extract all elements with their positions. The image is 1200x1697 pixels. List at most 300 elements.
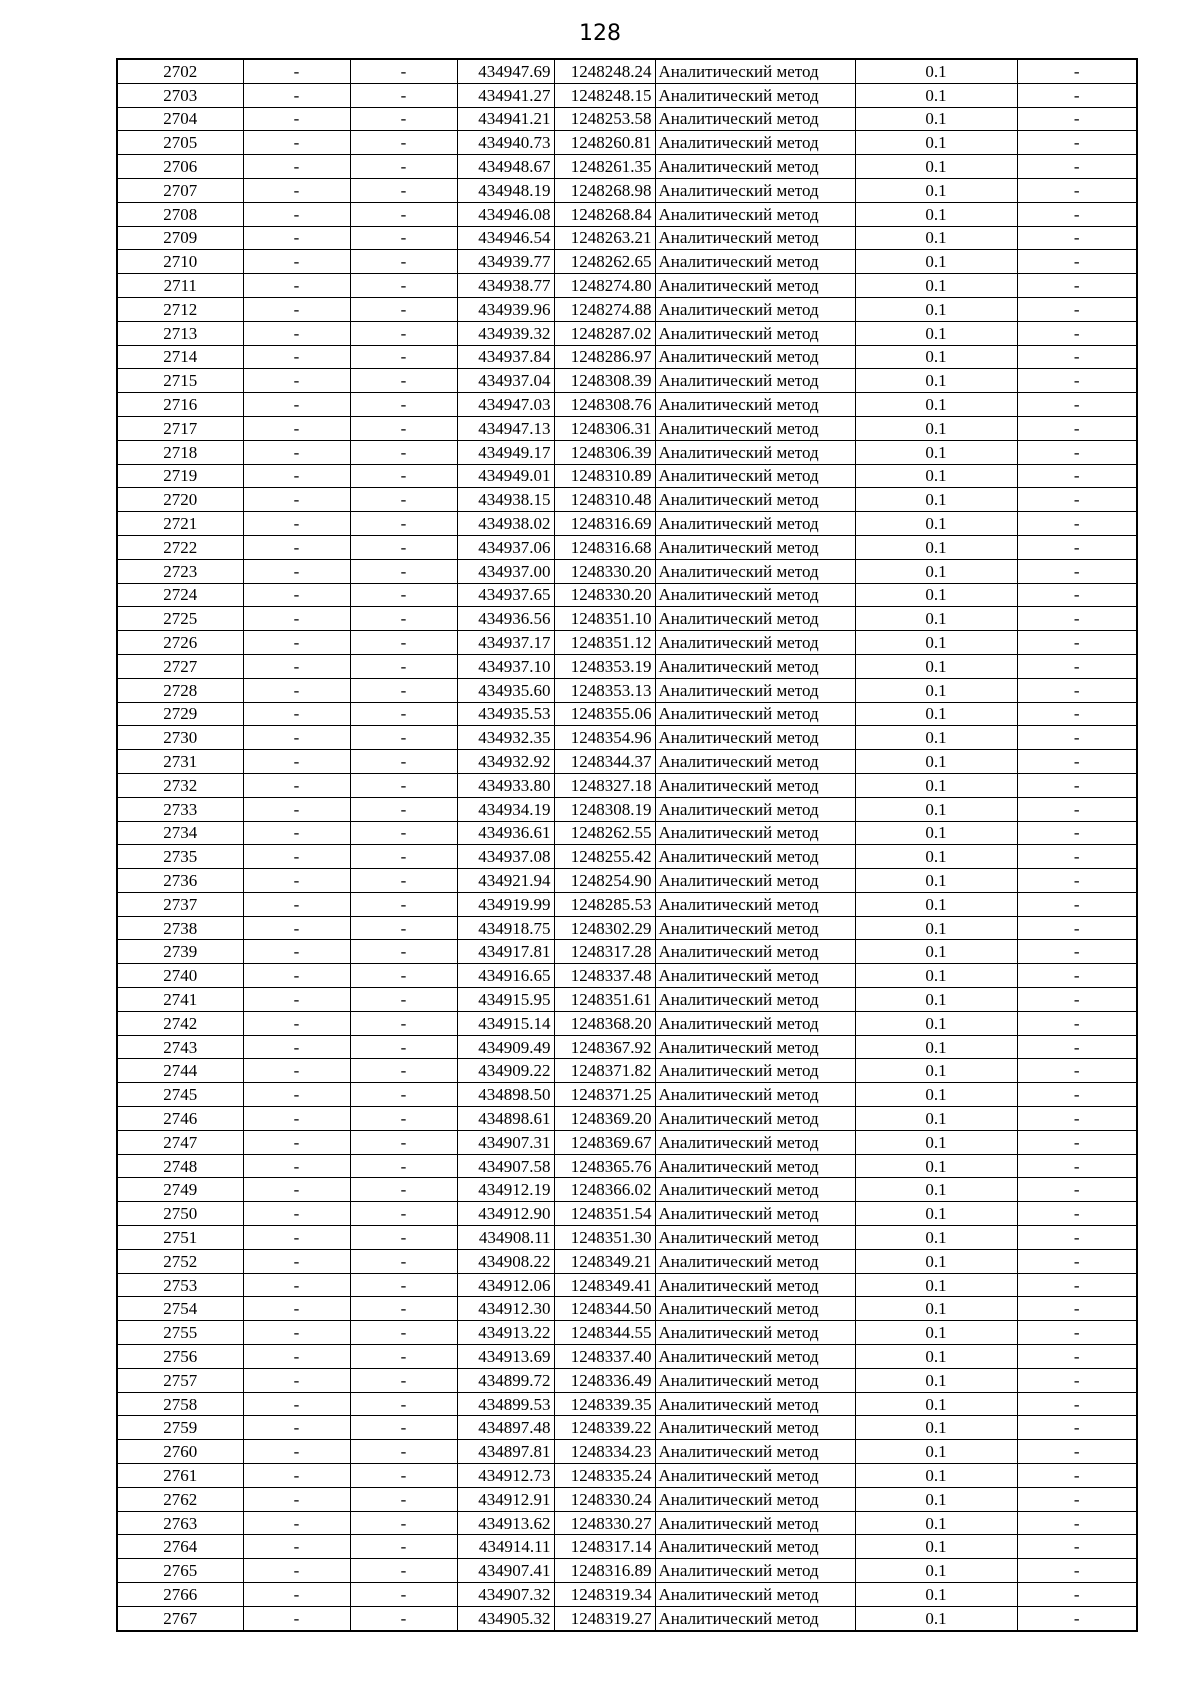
method-cell: Аналитический метод (655, 59, 855, 83)
method-cell: Аналитический метод (655, 393, 855, 417)
dash-cell: - (1017, 464, 1137, 488)
table-row (117, 178, 1137, 202)
table-row (117, 583, 1137, 607)
dash-cell: - (243, 726, 350, 750)
table-row (117, 1297, 1137, 1321)
dash-cell: - (350, 654, 457, 678)
method-cell: Аналитический метод (655, 345, 855, 369)
table-row (117, 1011, 1137, 1035)
dash-cell: - (350, 83, 457, 107)
dash-cell: - (350, 940, 457, 964)
point-number-cell: 2704 (117, 107, 243, 131)
dash-cell: - (350, 607, 457, 631)
y-coordinate-cell: 1248369.20 (554, 1107, 655, 1131)
point-number-cell: 2721 (117, 512, 243, 536)
accuracy-cell: 0.1 (855, 821, 1017, 845)
dash-cell: - (350, 726, 457, 750)
dash-cell: - (350, 107, 457, 131)
accuracy-cell: 0.1 (855, 702, 1017, 726)
table-row (117, 773, 1137, 797)
table-row (117, 1392, 1137, 1416)
dash-cell: - (1017, 488, 1137, 512)
method-cell: Аналитический метод (655, 1130, 855, 1154)
method-cell: Аналитический метод (655, 821, 855, 845)
dash-cell: - (1017, 178, 1137, 202)
table-row (117, 1083, 1137, 1107)
dash-cell: - (1017, 1059, 1137, 1083)
accuracy-cell: 0.1 (855, 1511, 1017, 1535)
dash-cell: - (350, 369, 457, 393)
dash-cell: - (243, 1273, 350, 1297)
accuracy-cell: 0.1 (855, 1202, 1017, 1226)
dash-cell: - (1017, 1511, 1137, 1535)
dash-cell: - (1017, 1368, 1137, 1392)
dash-cell: - (243, 1202, 350, 1226)
dash-cell: - (1017, 155, 1137, 179)
x-coordinate-cell: 434921.94 (457, 869, 554, 893)
method-cell: Аналитический метод (655, 131, 855, 155)
point-number-cell: 2762 (117, 1487, 243, 1511)
table-row (117, 369, 1137, 393)
x-coordinate-cell: 434897.81 (457, 1440, 554, 1464)
dash-cell: - (1017, 1440, 1137, 1464)
y-coordinate-cell: 1248254.90 (554, 869, 655, 893)
x-coordinate-cell: 434948.19 (457, 178, 554, 202)
dash-cell: - (350, 512, 457, 536)
table-row (117, 250, 1137, 274)
dash-cell: - (350, 250, 457, 274)
method-cell: Аналитический метод (655, 1511, 855, 1535)
dash-cell: - (1017, 750, 1137, 774)
accuracy-cell: 0.1 (855, 1107, 1017, 1131)
method-cell: Аналитический метод (655, 1249, 855, 1273)
dash-cell: - (350, 678, 457, 702)
point-number-cell: 2717 (117, 416, 243, 440)
dash-cell: - (350, 274, 457, 298)
x-coordinate-cell: 434935.60 (457, 678, 554, 702)
x-coordinate-cell: 434914.11 (457, 1535, 554, 1559)
point-number-cell: 2751 (117, 1226, 243, 1250)
dash-cell: - (243, 274, 350, 298)
dash-cell: - (243, 845, 350, 869)
dash-cell: - (243, 1440, 350, 1464)
table-row (117, 750, 1137, 774)
y-coordinate-cell: 1248330.24 (554, 1487, 655, 1511)
point-number-cell: 2731 (117, 750, 243, 774)
dash-cell: - (350, 178, 457, 202)
x-coordinate-cell: 434934.19 (457, 797, 554, 821)
x-coordinate-cell: 434937.04 (457, 369, 554, 393)
accuracy-cell: 0.1 (855, 1297, 1017, 1321)
x-coordinate-cell: 434917.81 (457, 940, 554, 964)
method-cell: Аналитический метод (655, 416, 855, 440)
dash-cell: - (1017, 1273, 1137, 1297)
x-coordinate-cell: 434937.06 (457, 535, 554, 559)
dash-cell: - (350, 916, 457, 940)
dash-cell: - (350, 1226, 457, 1250)
method-cell: Аналитический метод (655, 607, 855, 631)
point-number-cell: 2722 (117, 535, 243, 559)
table-row (117, 1321, 1137, 1345)
point-number-cell: 2712 (117, 297, 243, 321)
table-row (117, 1440, 1137, 1464)
dash-cell: - (243, 59, 350, 83)
dash-cell: - (243, 297, 350, 321)
dash-cell: - (350, 1535, 457, 1559)
dash-cell: - (350, 702, 457, 726)
accuracy-cell: 0.1 (855, 297, 1017, 321)
dash-cell: - (1017, 988, 1137, 1012)
dash-cell: - (243, 83, 350, 107)
dash-cell: - (1017, 821, 1137, 845)
dash-cell: - (243, 1011, 350, 1035)
point-number-cell: 2716 (117, 393, 243, 417)
point-number-cell: 2763 (117, 1511, 243, 1535)
point-number-cell: 2705 (117, 131, 243, 155)
table-row (117, 202, 1137, 226)
x-coordinate-cell: 434912.73 (457, 1464, 554, 1488)
table-body (117, 59, 1137, 1631)
dash-cell: - (350, 559, 457, 583)
accuracy-cell: 0.1 (855, 1535, 1017, 1559)
accuracy-cell: 0.1 (855, 1130, 1017, 1154)
method-cell: Аналитический метод (655, 1392, 855, 1416)
y-coordinate-cell: 1248339.22 (554, 1416, 655, 1440)
x-coordinate-cell: 434913.62 (457, 1511, 554, 1535)
dash-cell: - (350, 750, 457, 774)
method-cell: Аналитический метод (655, 512, 855, 536)
dash-cell: - (243, 1511, 350, 1535)
dash-cell: - (350, 964, 457, 988)
accuracy-cell: 0.1 (855, 416, 1017, 440)
point-number-cell: 2725 (117, 607, 243, 631)
point-number-cell: 2726 (117, 631, 243, 655)
point-number-cell: 2710 (117, 250, 243, 274)
point-number-cell: 2720 (117, 488, 243, 512)
table-row (117, 1202, 1137, 1226)
y-coordinate-cell: 1248355.06 (554, 702, 655, 726)
dash-cell: - (243, 988, 350, 1012)
y-coordinate-cell: 1248368.20 (554, 1011, 655, 1035)
x-coordinate-cell: 434899.53 (457, 1392, 554, 1416)
point-number-cell: 2736 (117, 869, 243, 893)
y-coordinate-cell: 1248286.97 (554, 345, 655, 369)
point-number-cell: 2758 (117, 1392, 243, 1416)
dash-cell: - (1017, 250, 1137, 274)
table-row (117, 393, 1137, 417)
dash-cell: - (350, 773, 457, 797)
point-number-cell: 2711 (117, 274, 243, 298)
table-row (117, 1178, 1137, 1202)
method-cell: Аналитический метод (655, 1321, 855, 1345)
y-coordinate-cell: 1248268.84 (554, 202, 655, 226)
accuracy-cell: 0.1 (855, 1583, 1017, 1607)
dash-cell: - (350, 1487, 457, 1511)
point-number-cell: 2724 (117, 583, 243, 607)
accuracy-cell: 0.1 (855, 940, 1017, 964)
dash-cell: - (350, 1178, 457, 1202)
dash-cell: - (243, 964, 350, 988)
method-cell: Аналитический метод (655, 155, 855, 179)
accuracy-cell: 0.1 (855, 988, 1017, 1012)
accuracy-cell: 0.1 (855, 607, 1017, 631)
accuracy-cell: 0.1 (855, 512, 1017, 536)
dash-cell: - (1017, 631, 1137, 655)
x-coordinate-cell: 434912.19 (457, 1178, 554, 1202)
dash-cell: - (1017, 1464, 1137, 1488)
point-number-cell: 2738 (117, 916, 243, 940)
dash-cell: - (350, 297, 457, 321)
y-coordinate-cell: 1248336.49 (554, 1368, 655, 1392)
table-row (117, 607, 1137, 631)
y-coordinate-cell: 1248268.98 (554, 178, 655, 202)
dash-cell: - (243, 1559, 350, 1583)
x-coordinate-cell: 434936.56 (457, 607, 554, 631)
dash-cell: - (243, 1154, 350, 1178)
y-coordinate-cell: 1248261.35 (554, 155, 655, 179)
x-coordinate-cell: 434907.32 (457, 1583, 554, 1607)
table-row (117, 1511, 1137, 1535)
table-row (117, 1226, 1137, 1250)
dash-cell: - (1017, 773, 1137, 797)
point-number-cell: 2760 (117, 1440, 243, 1464)
x-coordinate-cell: 434947.13 (457, 416, 554, 440)
point-number-cell: 2754 (117, 1297, 243, 1321)
point-number-cell: 2719 (117, 464, 243, 488)
dash-cell: - (1017, 940, 1137, 964)
accuracy-cell: 0.1 (855, 1464, 1017, 1488)
x-coordinate-cell: 434939.77 (457, 250, 554, 274)
y-coordinate-cell: 1248365.76 (554, 1154, 655, 1178)
table-row (117, 1535, 1137, 1559)
method-cell: Аналитический метод (655, 559, 855, 583)
method-cell: Аналитический метод (655, 1226, 855, 1250)
accuracy-cell: 0.1 (855, 916, 1017, 940)
dash-cell: - (243, 583, 350, 607)
point-number-cell: 2734 (117, 821, 243, 845)
y-coordinate-cell: 1248255.42 (554, 845, 655, 869)
accuracy-cell: 0.1 (855, 1606, 1017, 1630)
x-coordinate-cell: 434908.22 (457, 1249, 554, 1273)
point-number-cell: 2764 (117, 1535, 243, 1559)
method-cell: Аналитический метод (655, 202, 855, 226)
x-coordinate-cell: 434913.22 (457, 1321, 554, 1345)
dash-cell: - (350, 1154, 457, 1178)
dash-cell: - (243, 107, 350, 131)
point-number-cell: 2743 (117, 1035, 243, 1059)
point-number-cell: 2756 (117, 1345, 243, 1369)
dash-cell: - (350, 464, 457, 488)
dash-cell: - (1017, 726, 1137, 750)
table-row (117, 1416, 1137, 1440)
point-number-cell: 2747 (117, 1130, 243, 1154)
method-cell: Аналитический метод (655, 845, 855, 869)
point-number-cell: 2744 (117, 1059, 243, 1083)
table-row (117, 1606, 1137, 1630)
dash-cell: - (1017, 702, 1137, 726)
y-coordinate-cell: 1248319.34 (554, 1583, 655, 1607)
y-coordinate-cell: 1248310.89 (554, 464, 655, 488)
table-row (117, 1559, 1137, 1583)
table-row (117, 512, 1137, 536)
y-coordinate-cell: 1248349.41 (554, 1273, 655, 1297)
dash-cell: - (350, 1345, 457, 1369)
dash-cell: - (243, 869, 350, 893)
method-cell: Аналитический метод (655, 107, 855, 131)
x-coordinate-cell: 434941.27 (457, 83, 554, 107)
y-coordinate-cell: 1248253.58 (554, 107, 655, 131)
accuracy-cell: 0.1 (855, 1321, 1017, 1345)
point-number-cell: 2723 (117, 559, 243, 583)
method-cell: Аналитический метод (655, 1535, 855, 1559)
accuracy-cell: 0.1 (855, 1178, 1017, 1202)
x-coordinate-cell: 434898.50 (457, 1083, 554, 1107)
x-coordinate-cell: 434939.32 (457, 321, 554, 345)
table-row (117, 964, 1137, 988)
point-number-cell: 2718 (117, 440, 243, 464)
dash-cell: - (243, 559, 350, 583)
dash-cell: - (350, 226, 457, 250)
point-number-cell: 2742 (117, 1011, 243, 1035)
method-cell: Аналитический метод (655, 1059, 855, 1083)
method-cell: Аналитический метод (655, 583, 855, 607)
dash-cell: - (1017, 1226, 1137, 1250)
dash-cell: - (243, 178, 350, 202)
method-cell: Аналитический метод (655, 1487, 855, 1511)
dash-cell: - (1017, 1249, 1137, 1273)
dash-cell: - (243, 1107, 350, 1131)
dash-cell: - (1017, 416, 1137, 440)
point-number-cell: 2745 (117, 1083, 243, 1107)
x-coordinate-cell: 434947.69 (457, 59, 554, 83)
point-number-cell: 2748 (117, 1154, 243, 1178)
point-number-cell: 2767 (117, 1606, 243, 1630)
dash-cell: - (350, 488, 457, 512)
accuracy-cell: 0.1 (855, 1416, 1017, 1440)
table-row (117, 155, 1137, 179)
dash-cell: - (350, 631, 457, 655)
y-coordinate-cell: 1248317.28 (554, 940, 655, 964)
dash-cell: - (1017, 892, 1137, 916)
dash-cell: - (243, 345, 350, 369)
method-cell: Аналитический метод (655, 869, 855, 893)
y-coordinate-cell: 1248317.14 (554, 1535, 655, 1559)
dash-cell: - (1017, 1345, 1137, 1369)
x-coordinate-cell: 434912.90 (457, 1202, 554, 1226)
method-cell: Аналитический метод (655, 1154, 855, 1178)
table-row (117, 1464, 1137, 1488)
x-coordinate-cell: 434905.32 (457, 1606, 554, 1630)
dash-cell: - (350, 1464, 457, 1488)
y-coordinate-cell: 1248248.15 (554, 83, 655, 107)
dash-cell: - (243, 1416, 350, 1440)
method-cell: Аналитический метод (655, 250, 855, 274)
dash-cell: - (350, 1583, 457, 1607)
point-number-cell: 2709 (117, 226, 243, 250)
x-coordinate-cell: 434919.99 (457, 892, 554, 916)
point-number-cell: 2766 (117, 1583, 243, 1607)
accuracy-cell: 0.1 (855, 488, 1017, 512)
accuracy-cell: 0.1 (855, 321, 1017, 345)
method-cell: Аналитический метод (655, 916, 855, 940)
accuracy-cell: 0.1 (855, 678, 1017, 702)
dash-cell: - (243, 1392, 350, 1416)
x-coordinate-cell: 434909.49 (457, 1035, 554, 1059)
accuracy-cell: 0.1 (855, 1392, 1017, 1416)
accuracy-cell: 0.1 (855, 726, 1017, 750)
x-coordinate-cell: 434932.92 (457, 750, 554, 774)
dash-cell: - (243, 488, 350, 512)
method-cell: Аналитический метод (655, 1178, 855, 1202)
dash-cell: - (350, 1416, 457, 1440)
accuracy-cell: 0.1 (855, 1440, 1017, 1464)
point-number-cell: 2729 (117, 702, 243, 726)
dash-cell: - (243, 512, 350, 536)
y-coordinate-cell: 1248316.68 (554, 535, 655, 559)
x-coordinate-cell: 434913.69 (457, 1345, 554, 1369)
method-cell: Аналитический метод (655, 1606, 855, 1630)
table-row (117, 1273, 1137, 1297)
table-row (117, 274, 1137, 298)
table-row (117, 1249, 1137, 1273)
x-coordinate-cell: 434949.17 (457, 440, 554, 464)
method-cell: Аналитический метод (655, 297, 855, 321)
table-row (117, 1035, 1137, 1059)
method-cell: Аналитический метод (655, 750, 855, 774)
x-coordinate-cell: 434937.65 (457, 583, 554, 607)
point-number-cell: 2740 (117, 964, 243, 988)
x-coordinate-cell: 434908.11 (457, 1226, 554, 1250)
x-coordinate-cell: 434932.35 (457, 726, 554, 750)
dash-cell: - (243, 1178, 350, 1202)
table-row (117, 678, 1137, 702)
dash-cell: - (1017, 916, 1137, 940)
x-coordinate-cell: 434936.61 (457, 821, 554, 845)
method-cell: Аналитический метод (655, 1202, 855, 1226)
y-coordinate-cell: 1248330.20 (554, 583, 655, 607)
accuracy-cell: 0.1 (855, 892, 1017, 916)
dash-cell: - (350, 131, 457, 155)
point-number-cell: 2735 (117, 845, 243, 869)
point-number-cell: 2708 (117, 202, 243, 226)
table-row (117, 726, 1137, 750)
method-cell: Аналитический метод (655, 892, 855, 916)
method-cell: Аналитический метод (655, 1011, 855, 1035)
point-number-cell: 2730 (117, 726, 243, 750)
table-row (117, 654, 1137, 678)
point-number-cell: 2749 (117, 1178, 243, 1202)
dash-cell: - (243, 321, 350, 345)
y-coordinate-cell: 1248316.69 (554, 512, 655, 536)
dash-cell: - (243, 1487, 350, 1511)
y-coordinate-cell: 1248327.18 (554, 773, 655, 797)
method-cell: Аналитический метод (655, 1345, 855, 1369)
dash-cell: - (1017, 274, 1137, 298)
dash-cell: - (1017, 440, 1137, 464)
dash-cell: - (1017, 107, 1137, 131)
dash-cell: - (243, 797, 350, 821)
method-cell: Аналитический метод (655, 654, 855, 678)
table-row (117, 940, 1137, 964)
y-coordinate-cell: 1248353.13 (554, 678, 655, 702)
method-cell: Аналитический метод (655, 1440, 855, 1464)
dash-cell: - (1017, 869, 1137, 893)
dash-cell: - (350, 1107, 457, 1131)
table-row (117, 821, 1137, 845)
method-cell: Аналитический метод (655, 964, 855, 988)
accuracy-cell: 0.1 (855, 1249, 1017, 1273)
method-cell: Аналитический метод (655, 1297, 855, 1321)
